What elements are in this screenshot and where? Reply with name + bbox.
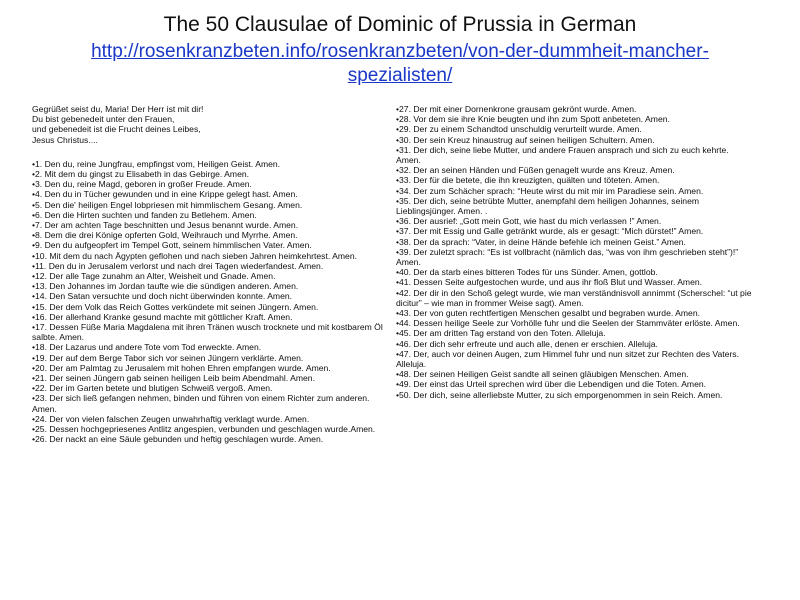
clausulae-list-left — [32, 159, 386, 445]
clausula-item: •13. Den Johannes im Jordan taufte wie die sündigen anderen. Amen. — [32, 281, 299, 292]
clausula-item: •4. Den du in Tücher gewunden und in eine Krippe gelegt hast. Amen. — [32, 189, 298, 200]
clausula-item: •25. Dessen hochgepriesenes Antlitz angespien, verbunden und geschlagen wurde.Amen. — [32, 424, 376, 435]
clausula-item: •34. Der zum Schächer sprach: “Heute wirst du mit mir im Paradiese sein. Amen. — [396, 185, 704, 196]
clausula-item: •1. Den du, reine Jungfrau, empfingst vom, Heiligen Geist. Amen. — [32, 158, 281, 169]
clausula-item: •24. Der von vielen falschen Zeugen unwahrhaftig verklagt wurde. Amen. — [32, 413, 310, 424]
clausula-item: •17. Dessen Füße Maria Magdalena mit ihren Tränen wusch trocknete und mit kostbarem Öl salbte. Amen. — [32, 322, 383, 343]
clausula-item: •16. Der allerhand Kranke gesund machte mit göttlicher Kraft. Amen. — [32, 311, 293, 322]
clausula-item: •40. Der da starb eines bitteren Todes für uns Sünder. Amen, gottlob. — [396, 267, 658, 278]
clausula-item: •23. Der sich ließ gefangen nehmen, binden und führen von einem Richter zum anderen. Amen. — [32, 393, 370, 414]
clausula-item: •32. Der an seinen Händen und Füßen genagelt wurde ans Kreuz. Amen. — [396, 165, 675, 176]
intro-line: und gebenedeit ist die Frucht deines Leibes, — [32, 124, 201, 135]
clausula-item: •35. Der dich, seine betrübte Mutter, anempfahl dem heiligen Johannes, seinem Lieblingsjünger. Amen. . — [396, 195, 700, 217]
clausula-item: •28. Vor dem sie ihre Knie beugten und ihn zum Spott anbeteten. Amen. — [396, 114, 670, 125]
intro-line: Jesus Christus.... — [32, 134, 98, 145]
clausula-item: •43. Der von guten rechtfertigen Menschen gesalbt und begraben wurde. Amen. — [396, 308, 700, 319]
clausula-item: •44. Dessen heilige Seele zur Vorhölle fuhr und die Seelen der Stammväter erlöste. Amen. — [396, 318, 740, 329]
clausula-item: •33. Der für die betete, die ihn kreuzigten, quälten und töteten. Amen. — [396, 175, 660, 186]
clausula-item: •9. Den du aufgeopfert im Tempel Gott, seinem himmlischen Vater. Amen. — [32, 240, 312, 251]
clausula-item: •48. Der seinen Heiligen Geist sandte all seinen gläubigen Menschen. Amen. — [396, 369, 689, 380]
intro-line: Gegrüßet seist du, Maria! Der Herr ist mit dir! — [32, 104, 204, 114]
clausula-item: •26. Der nackt an eine Säule gebunden und heftig geschlagen wurde. Amen. — [32, 434, 324, 445]
clausula-item: •30. Der sein Kreuz hinaustrug auf seinen heiligen Schultern. Amen. — [396, 134, 655, 145]
left-column — [32, 104, 386, 445]
intro-prayer — [32, 104, 386, 145]
clausula-item: •36. Der ausrief: „Gott mein Gott, wie hast du mich verlassen !” Amen. — [396, 216, 662, 227]
clausula-item: •18. Der Lazarus und andere Tote vom Tod erweckte. Amen. — [32, 342, 262, 353]
clausula-item: •45. Der am dritten Tag erstand von den Toten. Alleluja. — [396, 328, 606, 339]
clausula-item: •38. Der da sprach: “Vater, in deine Hände befehle ich meinen Geist.” Amen. — [396, 236, 686, 247]
clausula-item: •11. Den du in Jerusalem verlorst und nach drei Tagen wiederfandest. Amen. — [32, 260, 324, 271]
clausula-item: •19. Der auf dem Berge Tabor sich vor seinen Jüngern verklärte. Amen. — [32, 352, 304, 363]
clausula-item: •5. Den die' heiligen Engel lobpriesen mit himmlischem Gesang. Amen. — [32, 199, 303, 210]
clausula-item: •50. Der dich, seine allerliebste Mutter, zu sich emporgenommen in sein Reich. Amen. — [396, 389, 723, 400]
clausula-item: •8. Dem die drei Könige opferten Gold, Weihrauch und Myrrhe. Amen. — [32, 230, 298, 241]
right-column — [396, 104, 752, 400]
clausula-item: •6. Den die Hirten suchten und fanden zu Betlehem. Amen. — [32, 209, 257, 220]
source-link-line-1[interactable]: http://rosenkranzbeten.info/rosenkranzbeten/von-der-dummheit-mancher- — [91, 41, 709, 62]
clausula-item: •20. Der am Palmtag zu Jerusalem mit hohen Ehren empfangen wurde. Amen. — [32, 362, 331, 373]
clausula-item: •12. Der alle Tage zunahm an Alter, Weisheit und Gnade. Amen. — [32, 271, 276, 282]
intro-line: Du bist gebenedeit unter den Frauen, — [32, 114, 175, 125]
clausula-item: •37. Der mit Essig und Galle getränkt wurde, als er gesagt: “Mich dürstet!” Amen. — [396, 226, 704, 237]
clausula-item: •41. Dessen Seite aufgestochen wurde, und aus ihr floß Blut und Wasser. Amen. — [396, 277, 703, 288]
source-link[interactable] — [40, 40, 760, 88]
clausula-item: •27. Der mit einer Dornenkrone grausam gekrönt wurde. Amen. — [396, 104, 637, 114]
source-link-line-2[interactable]: spezialisten/ — [347, 65, 453, 86]
clausula-item: •31. Der dich, seine liebe Mutter, und andere Frauen ansprach und sich zu euch kehrte. Amen. — [396, 144, 729, 166]
clausula-item: •47. Der, auch vor deinen Augen, zum Himmel fuhr und nun sitzet zur Rechten des Vaters. Alleluja. — [396, 348, 739, 370]
clausula-item: •39. Der zuletzt sprach: “Es ist vollbracht (nämlich das, “was von ihm geschrieben steht”)!” Amen. — [396, 246, 739, 268]
clausula-item: •2. Mit dem du gingst zu Elisabeth in das Gebirge. Amen. — [32, 169, 250, 180]
clausula-item: •15. Der dem Volk das Reich Gottes verkündete mit seinen Jüngern. Amen. — [32, 301, 319, 312]
clausula-item: •29. Der zu einem Schandtod unschuldig verurteilt wurde. Amen. — [396, 124, 642, 135]
clausula-item: •10. Mit dem du nach Ägypten geflohen und nach sieben Jahren heimkehrtest. Amen. — [32, 250, 358, 261]
clausula-item: •14. Den Satan versuchte und doch nicht überwinden konnte. Amen. — [32, 291, 293, 302]
clausula-item: •7. Der am achten Tage beschnitten und Jesus benannt wurde. Amen. — [32, 220, 299, 231]
clausula-item: •46. Der dich sehr erfreute und auch alle, denen er erschien. Alleluja. — [396, 338, 658, 349]
clausula-item: •42. Der dir in den Schoß gelegt wurde, wie man verständnisvoll annimmt (Scherschel: “ut pie dicitur” – wie man in frommer Weise sagt). Amen. — [396, 287, 752, 308]
clausulae-list-right — [396, 104, 752, 400]
clausula-item: •49. Der einst das Urteil sprechen wird über die Lebendigen und die Toten. Amen. — [396, 379, 707, 390]
clausula-item: •3. Den du, reine Magd, geboren in großer Freude. Amen. — [32, 179, 252, 190]
clausula-item: •21. Der seinen Jüngern gab seinen heiligen Leib beim Abendmahl. Amen. — [32, 373, 315, 384]
page-title: The 50 Clausulae of Dominic of Prussia in German — [163, 13, 637, 36]
clausula-item: •22. Der im Garten betete und blutigen Schweiß vergoß. Amen. — [32, 383, 273, 394]
